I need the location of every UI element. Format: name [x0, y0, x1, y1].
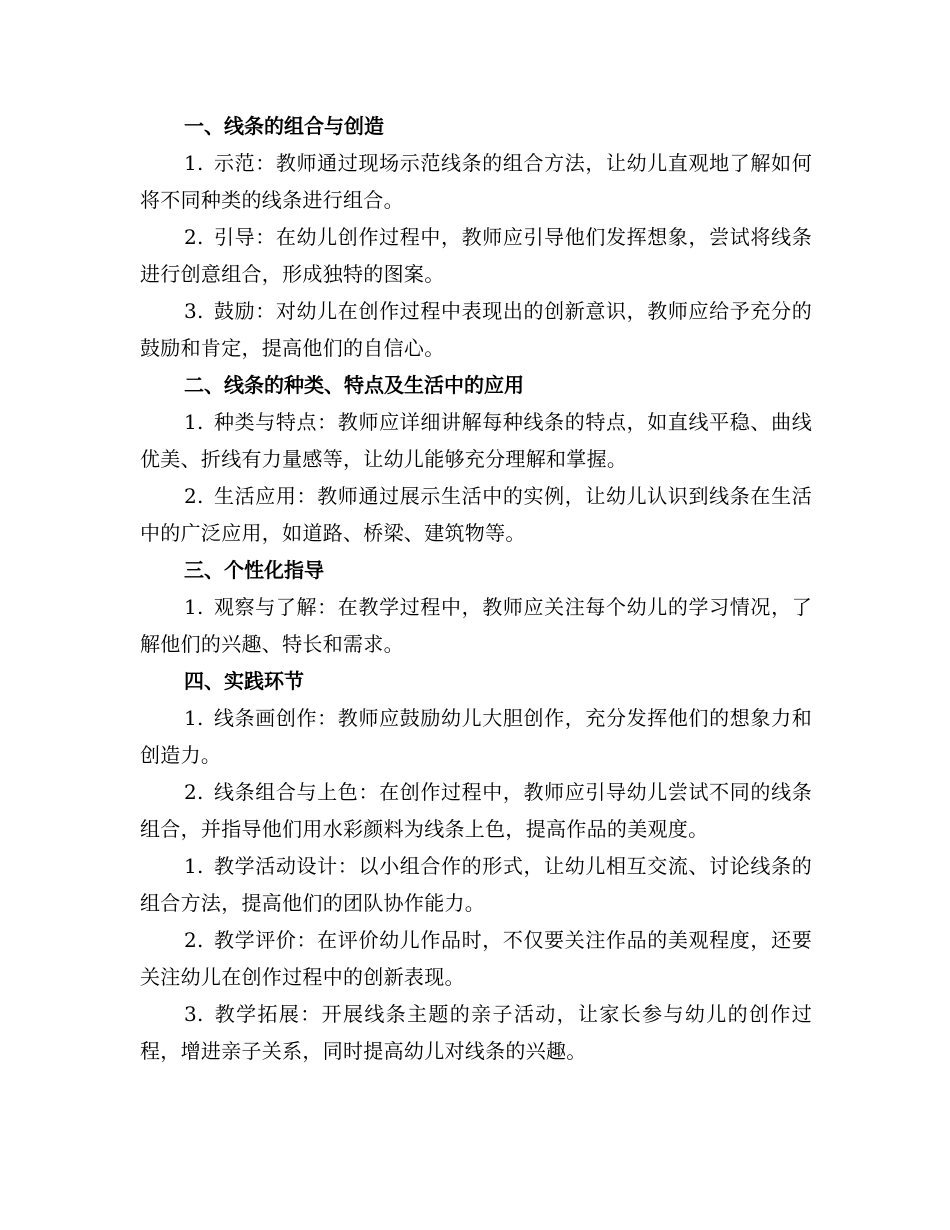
item-number: 2.: [184, 928, 204, 952]
list-item: [140, 774, 812, 848]
item-text: 教学评价：在评价幼儿作品时，不仅要关注作品的美观程度，还要关注幼儿在创作过程中的创新表现。: [140, 928, 812, 989]
item-text: 种类与特点：教师应详细讲解每种线条的特点，如直线平稳、曲线优美、折线有力量感等，让幼儿能够充分理解和掌握。: [140, 410, 812, 471]
item-text: 示范：教师通过现场示范线条的组合方法，让幼儿直观地了解如何将不同种类的线条进行组合。: [140, 151, 812, 212]
list-item: [140, 996, 812, 1070]
item-text: 教学拓展：开展线条主题的亲子活动，让家长参与幼儿的创作过程，增进亲子关系，同时提高幼儿对线条的兴趣。: [140, 1002, 812, 1063]
list-item: [140, 922, 812, 996]
item-number: 1.: [184, 854, 204, 878]
item-number: 3.: [184, 299, 204, 323]
list-item: [140, 589, 812, 663]
item-number: 1.: [184, 706, 204, 730]
list-item: [140, 293, 812, 367]
item-number: 3.: [184, 1002, 204, 1026]
item-number: 2.: [184, 225, 204, 249]
item-number: 2.: [184, 780, 204, 804]
item-text: 生活应用：教师通过展示生活中的实例，让幼儿认识到线条在生活中的广泛应用，如道路、桥梁、建筑物等。: [140, 484, 812, 545]
list-item: [140, 145, 812, 219]
item-number: 1.: [184, 151, 204, 175]
item-text: 线条组合与上色：在创作过程中，教师应引导幼儿尝试不同的线条组合，并指导他们用水彩颜料为线条上色，提高作品的美观度。: [140, 780, 812, 841]
list-item: [140, 404, 812, 478]
item-text: 鼓励：对幼儿在创作过程中表现出的创新意识，教师应给予充分的鼓励和肯定，提高他们的自信心。: [140, 299, 812, 360]
list-item: [140, 219, 812, 293]
section-heading: 四、实践环节: [184, 669, 304, 693]
item-text: 引导：在幼儿创作过程中，教师应引导他们发挥想象，尝试将线条进行创意组合，形成独特的图案。: [140, 225, 812, 286]
section-heading: 三、个性化指导: [184, 558, 324, 582]
item-number: 1.: [184, 410, 204, 434]
document-body: [140, 108, 812, 1070]
item-text: 线条画创作：教师应鼓励幼儿大胆创作，充分发挥他们的想象力和创造力。: [140, 706, 812, 767]
item-number: 2.: [184, 484, 204, 508]
section-heading: 一、线条的组合与创造: [184, 114, 384, 138]
list-item: [140, 848, 812, 922]
item-text: 教学活动设计：以小组合作的形式，让幼儿相互交流、讨论线条的组合方法，提高他们的团队协作能力。: [140, 854, 812, 915]
section-heading: 二、线条的种类、特点及生活中的应用: [184, 373, 524, 397]
list-item: [140, 700, 812, 774]
item-number: 1.: [184, 595, 204, 619]
list-item: [140, 478, 812, 552]
item-text: 观察与了解：在教学过程中，教师应关注每个幼儿的学习情况，了解他们的兴趣、特长和需求。: [140, 595, 812, 656]
